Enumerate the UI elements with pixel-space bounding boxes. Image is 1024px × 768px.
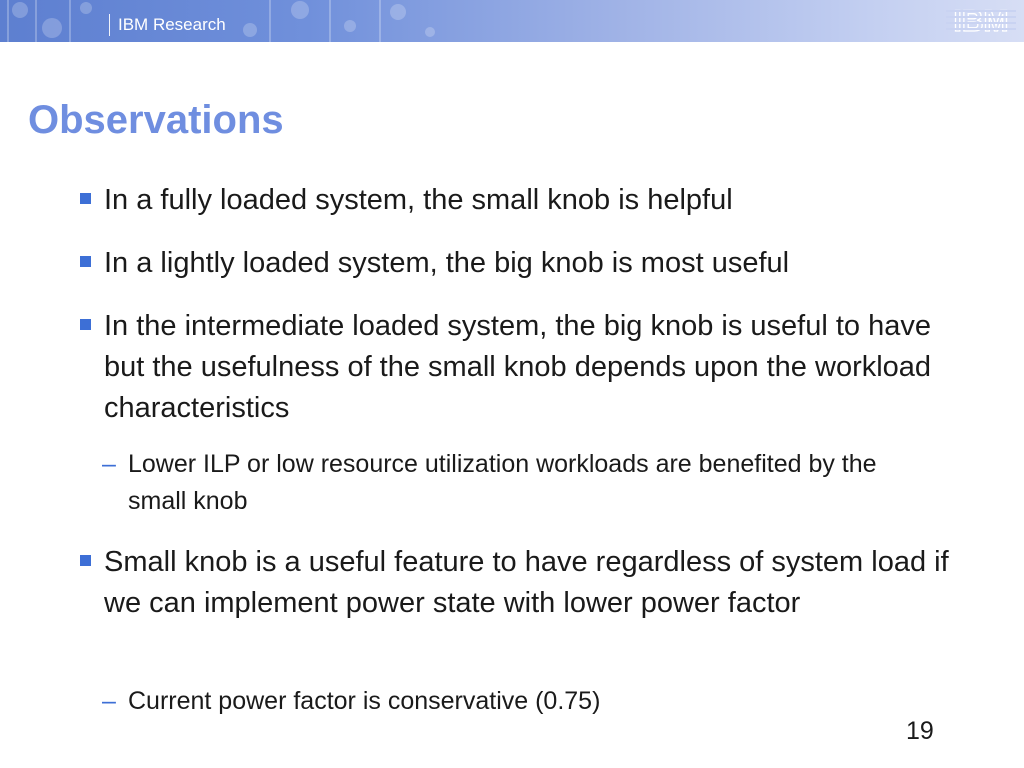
bullet-marker-icon bbox=[80, 256, 91, 267]
bullet-marker-icon bbox=[80, 555, 91, 566]
bullet-item bbox=[104, 542, 964, 624]
bullet-text: In a fully loaded system, the small knob is helpful bbox=[104, 184, 733, 216]
header-band bbox=[0, 0, 1024, 42]
bullet-item bbox=[104, 180, 964, 221]
brand-separator bbox=[109, 14, 110, 36]
bullet-item bbox=[104, 306, 964, 429]
bullet-text: In a lightly loaded system, the big knob is most useful bbox=[104, 247, 790, 279]
slide-title: Observations bbox=[28, 98, 284, 142]
sub-bullet-item bbox=[102, 683, 888, 720]
dash-marker-icon: – bbox=[102, 687, 116, 715]
brand-label: IBM Research bbox=[118, 15, 226, 34]
sub-bullet-item bbox=[102, 446, 888, 520]
bullet-marker-icon bbox=[80, 319, 91, 330]
bullet-text: Small knob is a useful feature to have regardless of system load if we can implement power state with lower power factor bbox=[104, 546, 949, 619]
slide-number: 19 bbox=[906, 717, 934, 745]
sub-bullet-text: Lower ILP or low resource utilization workloads are benefited by the small knob bbox=[128, 450, 877, 515]
svg-text:IBM: IBM bbox=[953, 5, 1009, 36]
bullet-item bbox=[104, 243, 964, 284]
bullet-text: In the intermediate loaded system, the big knob is useful to have but the usefulness of the small knob depends upon the workload characteristics bbox=[104, 310, 932, 424]
bullet-marker-icon bbox=[80, 193, 91, 204]
dash-marker-icon: – bbox=[102, 450, 116, 478]
sub-bullet-text: Current power factor is conservative (0.75) bbox=[128, 687, 601, 715]
ibm-logo-icon bbox=[944, 4, 1018, 36]
